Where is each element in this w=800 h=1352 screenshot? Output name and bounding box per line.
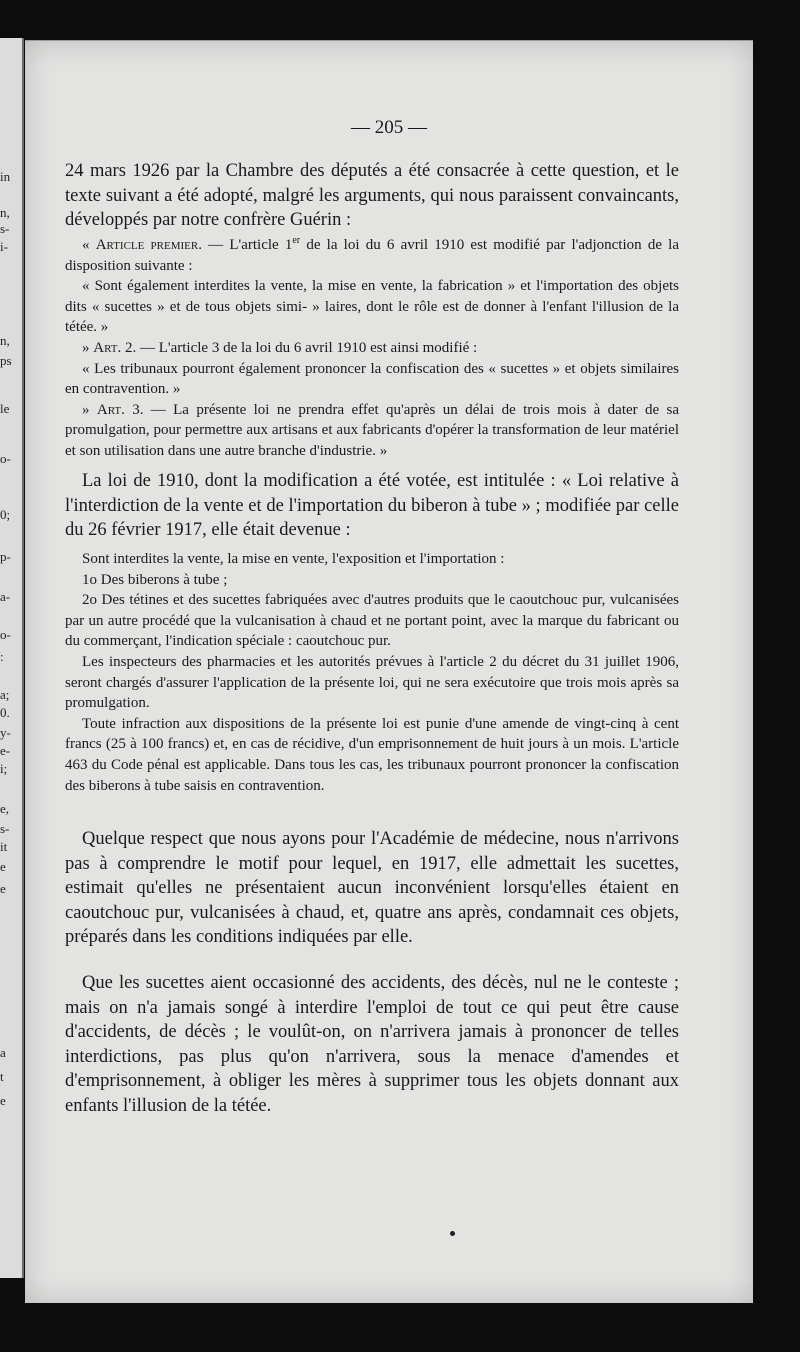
law-1910-text: La loi de 1910, dont la modification a été votée, est intitulée : « Loi relative à l'interdiction de la vente et de l'importation du biberon à tube » ; modifiée par celle du 26 février 1917, elle était devenue :: [65, 471, 679, 541]
margin-fragment: e-: [0, 743, 11, 758]
quote-mark: »: [82, 401, 97, 418]
law-1910-paragraph: [65, 469, 679, 543]
margin-fragment: :: [0, 649, 4, 664]
margin-fragment: e: [0, 881, 6, 896]
article-1: [65, 231, 679, 276]
margin-fragment: e,: [0, 801, 10, 816]
margin-fragment: i;: [0, 761, 8, 776]
margin-fragment: i-: [0, 239, 8, 254]
margin-fragment: o-: [0, 451, 11, 466]
margin-fragment: e: [0, 859, 6, 874]
quote-mark: «: [82, 237, 96, 253]
margin-fragment: ps: [0, 353, 12, 368]
intro-text: 24 mars 1926 par la Chambre des députés a été consacrée à cette question, et le texte suivant a été adopté, malgré les arguments, qui nous paraissent convaincants, développés par notre confrère Guérin :: [65, 161, 679, 231]
margin-fragment: t: [0, 1069, 4, 1084]
article-3-title: Art: [96, 401, 122, 418]
margin-fragment: a;: [0, 687, 10, 702]
academie-text: Quelque respect que nous ayons pour l'Académie de médecine, nous n'arrivons pas à comprendre le motif pour lequel, en 1917, elle admettait les sucettes, estimait qu'elles ne présentaient aucun inconvénient lorsqu'elles étaient en caoutchouc pur, vulcanisées à chaud, et, quatre ans après, condamnait ces objets, préparés dans les conditions indiquées par elle.: [65, 829, 679, 948]
accidents-text: Que les sucettes aient occasionné des accidents, des décès, nul ne le conteste ; mais on n'a jamais songé à interdire l'emploi de tout ce qui peut être cause d'accidents, de décès ; le voulût-on, on n'arrivera jamais à prononcer de telles interdictions, pas plus qu'on n'arrivera, sous la menace d'amendes et d'emprisonnement, à obliger les mères à supprimer tous les objets donnant aux enfants l'illusion de la tétée.: [65, 973, 679, 1116]
ink-speck: [450, 1231, 455, 1236]
book-page: [25, 40, 753, 1303]
article-1-text-b: de la loi du 6 avril 1910 est modifié par l'adjonction de la disposition suivante :: [65, 237, 679, 274]
quote-mark: »: [82, 339, 94, 356]
margin-fragment: le: [0, 401, 10, 416]
margin-fragment: s-: [0, 821, 10, 836]
article-1-text-a: . — L'article 1: [198, 237, 293, 253]
article-2-text: . 2. — L'article 3 de la loi du 6 avril 1910 est ainsi modifié :: [117, 339, 478, 356]
margin-fragment: 0;: [0, 507, 11, 522]
law-1917-line-1: Sont interdites la vente, la mise en vente, l'exposition et l'importation :: [82, 551, 505, 567]
article-2: [65, 338, 679, 359]
margin-fragment: p-: [0, 549, 11, 564]
law-1917-line-5: Toute infraction aux dispositions de la présente loi est punie d'une amende de vingt-cinq à cent francs (25 à 100 francs) et, en cas de récidive, d'un emprisonnement de huit jours à un mois. L'article 463 du Code pénal est applicable. Dans tous les cas, les tribunaux pourront prononcer la confiscation des biberons à tube saisis en contravention.: [65, 715, 679, 794]
article-1-superscript: er: [292, 235, 301, 246]
article-2-title: Art: [93, 339, 118, 356]
proposed-law-block: [65, 231, 679, 462]
margin-fragment: a: [0, 1045, 6, 1060]
article-2-quote: « Les tribunaux pourront également prononcer la confiscation des « sucettes » et objets similaires en contravention. »: [65, 360, 679, 398]
margin-fragment: 0.: [0, 705, 10, 720]
article-3: [65, 400, 679, 462]
law-1917-block: [65, 549, 679, 796]
intro-paragraph: [65, 159, 679, 233]
margin-fragment: y-: [0, 725, 11, 740]
margin-fragment: in: [0, 169, 11, 184]
adjacent-page-fragments: [0, 38, 22, 1278]
law-1917-line-3: 2o Des tétines et des sucettes fabriquées avec d'autres produits que le caoutchouc pur, vulcanisées par un autre procédé que la vulcanisation à chaud et ne portant point, avec la marque du fabricant ou du commerçant, l'indication spéciale : caoutchouc pur.: [65, 592, 679, 650]
margin-fragment: o-: [0, 627, 11, 642]
article-1-quote: « Sont également interdites la vente, la mise en vente, la fabrication » et l'importation des objets dits « sucettes » et de tous objets simi- » laires, dont le rôle est de donner à l'enfant l'illusion de la tétée. »: [65, 278, 679, 336]
law-1917-line-2: 1o Des biberons à tube ;: [82, 571, 228, 588]
margin-fragment: n,: [0, 333, 10, 348]
margin-fragment: it: [0, 839, 8, 854]
law-1917-line-4: Les inspecteurs des pharmacies et les autorités prévues à l'article 2 du décret du 31 juillet 1906, seront chargés d'assurer l'application de la présente loi, qui ne sera exécutoire que trois mois après sa promulgation.: [65, 653, 679, 712]
academie-paragraph: [65, 827, 679, 950]
article-1-title: Article premier: [95, 237, 199, 253]
page-number: — 205 —: [351, 117, 427, 138]
margin-fragment: a-: [0, 589, 11, 604]
margin-fragment: s-: [0, 221, 10, 236]
margin-fragment: n,: [0, 205, 10, 220]
article-3-text: . 3. — La présente loi ne prendra effet qu'après un délai de trois mois à dater de sa promulgation, pour permettre aux artisans et aux fabricants d'opérer la transformation de leur matériel et son utilisation dans une autre branche d'industrie. »: [65, 401, 679, 459]
margin-fragment: e: [0, 1093, 6, 1108]
accidents-paragraph: [65, 971, 679, 1119]
